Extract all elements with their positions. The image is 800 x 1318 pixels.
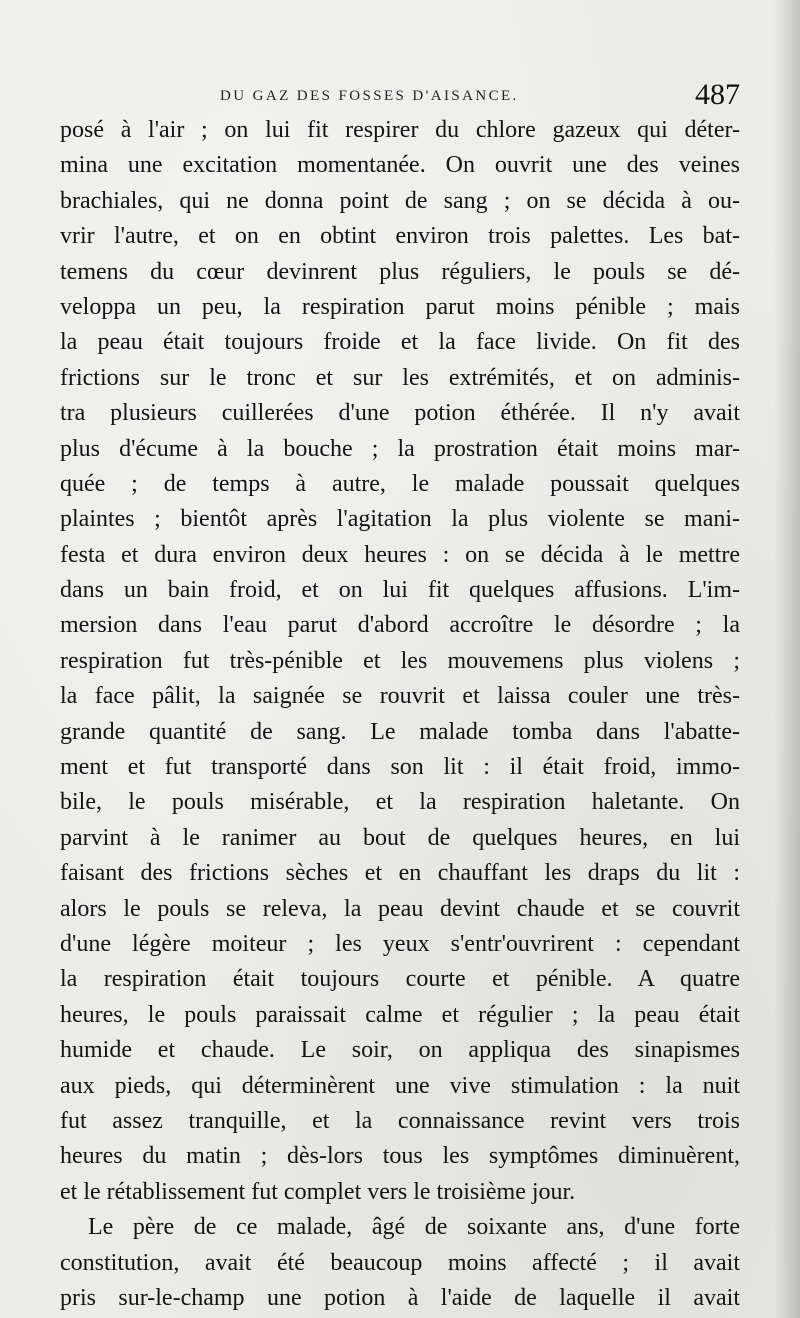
text-line: heures du matin ; dès-lors tous les symptômes diminuèrent, <box>60 1143 740 1170</box>
text-line: temens du cœur devinrent plus réguliers, le pouls se dé- <box>60 258 740 285</box>
text-line: frictions sur le tronc et sur les extrémités, et on adminis- <box>60 364 740 391</box>
text-line: ment et fut transporté dans son lit : il était froid, immo- <box>60 754 740 781</box>
text-line: tra plusieurs cuillerées d'une potion éthérée. Il n'y avait <box>60 400 740 427</box>
text-line: mersion dans l'eau parut d'abord accroître le désordre ; la <box>60 612 740 639</box>
page-edge-shadow <box>774 0 800 1318</box>
text-line: festa et dura environ deux heures : on se décida à le mettre <box>60 541 740 568</box>
text-line: vrir l'autre, et on en obtint environ trois palettes. Les bat- <box>60 223 740 250</box>
text-line: grande quantité de sang. Le malade tomba dans l'abatte- <box>60 718 740 745</box>
running-title: DU GAZ DES FOSSES D'AISANCE. <box>220 88 519 104</box>
text-line: respiration fut très-pénible et les mouvemens plus violens ; <box>60 647 740 674</box>
text-line: humide et chaude. Le soir, on appliqua des sinapismes <box>60 1037 740 1064</box>
text-line: dans un bain froid, et on lui fit quelques affusions. L'im- <box>60 577 740 604</box>
text-line: plus d'écume à la bouche ; la prostration était moins mar- <box>60 435 740 462</box>
page-number: 487 <box>695 78 740 111</box>
text-line: brachiales, qui ne donna point de sang ; on se décida à ou- <box>60 187 740 214</box>
text-line: plaintes ; bientôt après l'agitation la plus violente se mani- <box>60 506 740 533</box>
text-line: bile, le pouls misérable, et la respiration haletante. On <box>60 789 740 816</box>
text-line: heures, le pouls paraissait calme et régulier ; la peau était <box>60 1001 740 1028</box>
text-line: la respiration était toujours courte et pénible. A quatre <box>60 966 740 993</box>
text-line: et le rétablissement fut complet vers le troisième jour. <box>60 1178 576 1205</box>
text-line: Le père de ce malade, âgé de soixante ans, d'une forte <box>88 1214 740 1241</box>
text-line: mina une excitation momentanée. On ouvrit une des veines <box>60 152 740 179</box>
text-line: posé à l'air ; on lui fit respirer du chlore gazeux qui déter- <box>60 117 740 143</box>
text-line: la face pâlit, la saignée se rouvrit et laissa couler une très- <box>60 683 740 710</box>
text-line: d'une légère moiteur ; les yeux s'entr'ouvrirent : cependant <box>60 930 740 957</box>
text-line: aux pieds, qui déterminèrent une vive stimulation : la nuit <box>60 1072 740 1099</box>
text-line: alors le pouls se releva, la peau devint chaude et se couvrit <box>60 895 740 922</box>
text-line: fut assez tranquille, et la connaissance revint vers trois <box>60 1107 740 1134</box>
text-line: constitution, avait été beaucoup moins affecté ; il avait <box>60 1249 740 1276</box>
text-line: parvint à le ranimer au bout de quelques heures, en lui <box>60 824 740 851</box>
text-line: quée ; de temps à autre, le malade poussait quelques <box>60 470 740 497</box>
text-line: pris sur-le-champ une potion à l'aide de laquelle il avait <box>60 1284 740 1311</box>
text-line: veloppa un peu, la respiration parut moins pénible ; mais <box>60 293 740 320</box>
text-line: la peau était toujours froide et la face livide. On fit des <box>60 329 740 356</box>
body-text <box>60 113 740 1316</box>
text-line: faisant des frictions sèches et en chauffant les draps du lit : <box>60 860 740 887</box>
